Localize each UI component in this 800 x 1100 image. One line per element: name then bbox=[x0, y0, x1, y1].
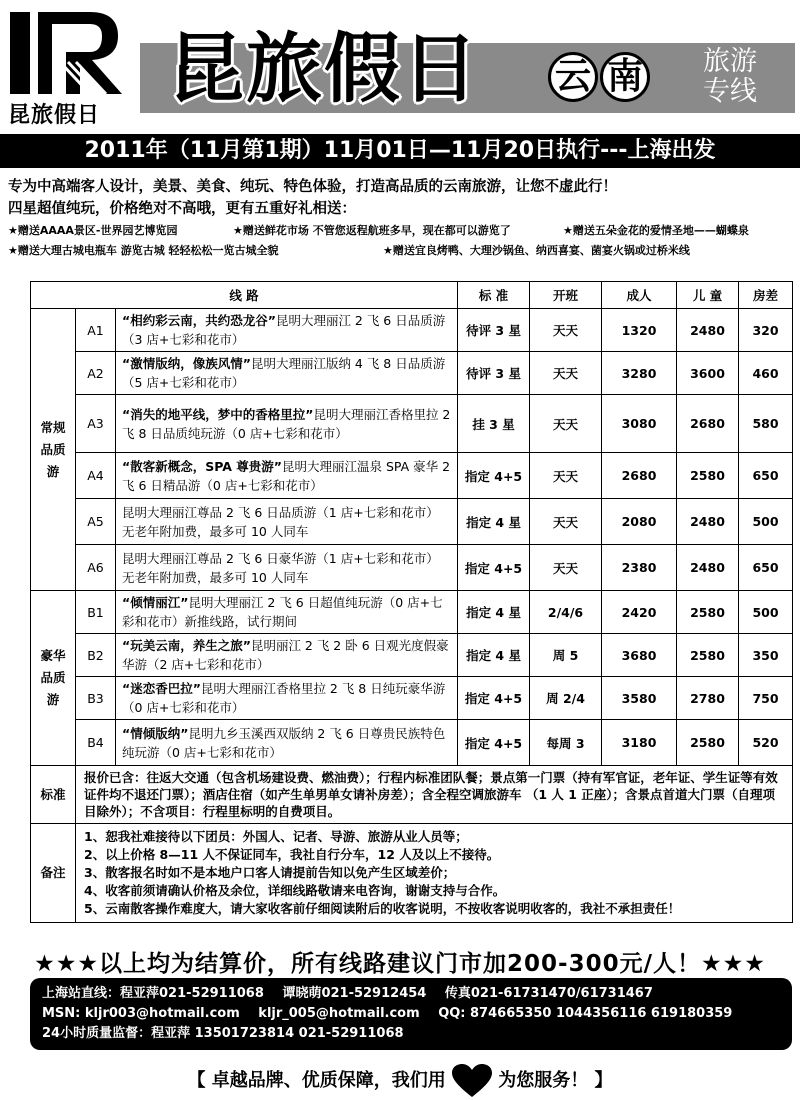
note-item: 1、恕我社难接待以下团员：外国人、记者、导游、旅游从业人员等； bbox=[84, 829, 468, 844]
adult-price: 2080 bbox=[602, 499, 677, 545]
route-description bbox=[116, 395, 458, 453]
contact-qq: QQ: 874665350 1044356116 619180359 bbox=[438, 1006, 733, 1021]
hotel-standard: 指定 4+5 bbox=[458, 453, 530, 499]
table-row bbox=[31, 634, 793, 677]
table-row bbox=[31, 352, 793, 395]
child-price: 2480 bbox=[677, 499, 739, 545]
route-detail: 昆明大理丽江尊品 2 飞 6 日豪华游（1 店+七彩和花市）无老年附加费，最多可 10 人同车 bbox=[122, 550, 439, 585]
room-difference: 650 bbox=[739, 545, 793, 591]
departure-days: 天天 bbox=[530, 395, 602, 453]
departure-days: 天天 bbox=[530, 499, 602, 545]
kunlv-logo-icon bbox=[10, 12, 122, 94]
child-price: 2580 bbox=[677, 591, 739, 634]
region-char-yun: 云 bbox=[548, 52, 598, 102]
table-row bbox=[31, 591, 793, 634]
child-price: 3600 bbox=[677, 352, 739, 395]
table-row bbox=[31, 545, 793, 591]
header-child: 儿 童 bbox=[677, 282, 739, 309]
route-code: B1 bbox=[76, 591, 116, 634]
child-price: 2580 bbox=[677, 453, 739, 499]
route-detail: 昆明九乡玉溪西双版纳 2 飞 6 日尊贵民族特色纯玩游（0 店+七彩和花市） bbox=[122, 725, 446, 760]
gift-item: ★赠送大理古城电瓶车 游览古城 轻轻松松一览古城全貌 bbox=[8, 244, 279, 257]
route-detail: 昆明大理丽江香格里拉 2 飞 8 日品质纯玩游（0 店+七彩和花市） bbox=[122, 406, 451, 441]
room-difference: 500 bbox=[739, 499, 793, 545]
departure-days: 2/4/6 bbox=[530, 591, 602, 634]
table-header-row bbox=[31, 282, 793, 309]
child-price: 2480 bbox=[677, 545, 739, 591]
hotel-standard: 指定 4+5 bbox=[458, 545, 530, 591]
table-row bbox=[31, 499, 793, 545]
hotel-standard: 指定 4 星 bbox=[458, 499, 530, 545]
route-code: A2 bbox=[76, 352, 116, 395]
child-price: 2680 bbox=[677, 395, 739, 453]
hotel-standard: 待评 3 星 bbox=[458, 352, 530, 395]
route-description bbox=[116, 677, 458, 720]
heart-icon bbox=[452, 1064, 492, 1098]
room-difference: 580 bbox=[739, 395, 793, 453]
adult-price: 3580 bbox=[602, 677, 677, 720]
standard-text: 报价已含：往返大交通（包含机场建设费、燃油费）；行程内标准团队餐；景点第一门票（持有军官证，老年证、学生证等有效证件均不退还门票）；酒店住宿（如产生单男单女请补房差）；含全程空调旅游车 （1 人 1 正座）；含景点首道大门票（自理项目除外）；不含项目：行程里标明的自费项目。 bbox=[76, 766, 793, 824]
child-price: 2780 bbox=[677, 677, 739, 720]
settlement-note: ★★★以上均为结算价，所有线路建议门市加200-300元/人！★★★ bbox=[34, 951, 766, 977]
header-departure: 开班 bbox=[530, 282, 602, 309]
adult-price: 2380 bbox=[602, 545, 677, 591]
gift-list bbox=[8, 220, 798, 260]
route-description bbox=[116, 634, 458, 677]
adult-price: 3280 bbox=[602, 352, 677, 395]
adult-price: 3180 bbox=[602, 720, 677, 766]
departure-days: 周 2/4 bbox=[530, 677, 602, 720]
header-standard: 标 准 bbox=[458, 282, 530, 309]
route-code: B4 bbox=[76, 720, 116, 766]
notes-label: 备注 bbox=[31, 824, 76, 923]
route-description bbox=[116, 453, 458, 499]
tour-line-2: 专线 bbox=[703, 76, 757, 107]
category-luxury: 豪华品质游 bbox=[31, 591, 76, 766]
hotel-standard: 指定 4+5 bbox=[458, 720, 530, 766]
slogan-after: 为您服务！ 】 bbox=[498, 1070, 613, 1091]
contact-line-2 bbox=[42, 1004, 780, 1024]
contact-direct-line: 上海站直线：程亚萍021-52911068 bbox=[42, 986, 264, 1001]
room-difference: 320 bbox=[739, 309, 793, 352]
header bbox=[0, 0, 800, 130]
route-title: “散客新概念，SPA 尊贵游” bbox=[122, 458, 282, 474]
slogan-before: 【 卓越品牌、优质保障，我们用 bbox=[187, 1070, 446, 1091]
route-code: B2 bbox=[76, 634, 116, 677]
route-title: “相约彩云南，共约恐龙谷” bbox=[122, 313, 276, 328]
region-char-nan: 南 bbox=[600, 52, 650, 102]
route-description bbox=[116, 352, 458, 395]
child-price: 2580 bbox=[677, 720, 739, 766]
note-item: 5、云南散客操作难度大，请大家收客前仔细阅读附后的收客说明，不按收客说明收客的，我社不承担责任！ bbox=[84, 901, 681, 916]
tour-line-label bbox=[680, 47, 780, 107]
header-adult: 成人 bbox=[602, 282, 677, 309]
hotel-standard: 待评 3 星 bbox=[458, 309, 530, 352]
contact-line-3 bbox=[42, 1024, 780, 1044]
route-code: A6 bbox=[76, 545, 116, 591]
route-description bbox=[116, 309, 458, 352]
departure-days: 天天 bbox=[530, 453, 602, 499]
period-bar: 2011年（11月第1期）11月01日—11月20日执行---上海出发 bbox=[0, 134, 800, 168]
standard-row bbox=[31, 766, 793, 824]
route-detail: 昆明大理丽江温泉 SPA 豪华 2 飞 6 日精品游（0 店+七彩和花市） bbox=[122, 458, 451, 493]
departure-days: 周 5 bbox=[530, 634, 602, 677]
child-price: 2480 bbox=[677, 309, 739, 352]
table-row bbox=[31, 720, 793, 766]
room-difference: 350 bbox=[739, 634, 793, 677]
route-description bbox=[116, 499, 458, 545]
adult-price: 3080 bbox=[602, 395, 677, 453]
route-title: “倾情丽江” bbox=[122, 595, 189, 610]
gift-item: ★赠送宜良烤鸭、大理沙锅鱼、纳西喜宴、菌宴火锅或过桥米线 bbox=[383, 244, 690, 257]
contact-msn-1: MSN: kljr003@hotmail.com bbox=[42, 1006, 240, 1021]
departure-days: 每周 3 bbox=[530, 720, 602, 766]
adult-price: 2420 bbox=[602, 591, 677, 634]
standard-label: 标准 bbox=[31, 766, 76, 824]
contact-box bbox=[30, 978, 792, 1050]
adult-price: 3680 bbox=[602, 634, 677, 677]
notes-row bbox=[31, 824, 793, 923]
gift-item: ★赠送AAAA景区-世界园艺博览园 bbox=[8, 224, 178, 237]
notes-list bbox=[76, 824, 793, 923]
route-code: A1 bbox=[76, 309, 116, 352]
route-title: “迷恋香巴拉” bbox=[122, 681, 201, 696]
room-difference: 500 bbox=[739, 591, 793, 634]
room-difference: 750 bbox=[739, 677, 793, 720]
route-title: “激情版纳，像族风情” bbox=[122, 356, 251, 371]
route-code: A3 bbox=[76, 395, 116, 453]
departure-days: 天天 bbox=[530, 352, 602, 395]
adult-price: 2680 bbox=[602, 453, 677, 499]
logo-text: 昆旅假日 bbox=[8, 103, 101, 128]
table-row bbox=[31, 677, 793, 720]
table-row bbox=[31, 309, 793, 352]
route-description bbox=[116, 720, 458, 766]
contact-msn-2: kljr_005@hotmail.com bbox=[258, 1006, 420, 1021]
room-difference: 520 bbox=[739, 720, 793, 766]
hotel-standard: 指定 4+5 bbox=[458, 677, 530, 720]
hotel-standard: 指定 4 星 bbox=[458, 591, 530, 634]
route-detail: 昆明大理丽江 2 飞 6 日超值纯玩游（0 店+七彩和花市）新推线路，试行期间 bbox=[122, 595, 443, 629]
route-detail: 昆明大理丽江尊品 2 飞 6 日品质游（1 店+七彩和花市）无老年附加费，最多可 10 人同车 bbox=[122, 504, 439, 539]
route-code: A5 bbox=[76, 499, 116, 545]
brand-title: 昆旅假日 bbox=[168, 24, 480, 113]
contact-supervision: 24小时质量监督：程亚萍 13501723814 021-52911068 bbox=[42, 1026, 404, 1041]
route-description bbox=[116, 545, 458, 591]
contact-line-1 bbox=[42, 984, 780, 1004]
table-row bbox=[31, 395, 793, 453]
intro-line-2: 四星超值纯玩，价格绝对不高哦，更有五重好礼相送： bbox=[8, 201, 356, 217]
hotel-standard: 指定 4 星 bbox=[458, 634, 530, 677]
slogan bbox=[0, 1064, 800, 1098]
route-table bbox=[30, 281, 793, 923]
route-title: “情倾版纳” bbox=[122, 725, 189, 741]
route-description bbox=[116, 591, 458, 634]
note-item: 4、收客前须请确认价格及余位，详细线路敬请来电咨询，谢谢支持与合作。 bbox=[84, 883, 506, 898]
table-row bbox=[31, 453, 793, 499]
route-detail: 昆明大理丽江 2 飞 6 日品质游（3 店+七彩和花市） bbox=[122, 313, 446, 347]
header-route: 线 路 bbox=[31, 282, 458, 309]
route-code: B3 bbox=[76, 677, 116, 720]
hotel-standard: 挂 3 星 bbox=[458, 395, 530, 453]
adult-price: 1320 bbox=[602, 309, 677, 352]
gift-item: ★赠送五朵金花的爱情圣地——蝴蝶泉 bbox=[563, 224, 749, 237]
room-difference: 460 bbox=[739, 352, 793, 395]
gift-item: ★赠送鲜花市场 不管您返程航班多早，现在都可以游览了 bbox=[233, 224, 511, 237]
route-title: “消失的地平线，梦中的香格里拉” bbox=[122, 406, 314, 422]
route-detail: 昆明大理丽江版纳 4 飞 8 日品质游（5 店+七彩和花市） bbox=[122, 356, 446, 390]
departure-days: 天天 bbox=[530, 545, 602, 591]
departure-days: 天天 bbox=[530, 309, 602, 352]
route-title: “玩美云南，养生之旅” bbox=[122, 638, 251, 653]
route-detail: 昆明大理丽江香格里拉 2 飞 8 日纯玩豪华游（0 店+七彩和花市） bbox=[122, 681, 446, 715]
intro-line-1: 专为中高端客人设计，美景、美食、纯玩、特色体验，打造高品质的云南旅游，让您不虚此行！ bbox=[8, 179, 617, 195]
tour-line-1: 旅游 bbox=[703, 46, 757, 77]
contact-phone-2: 谭晓萌021-52912454 bbox=[282, 986, 427, 1001]
child-price: 2580 bbox=[677, 634, 739, 677]
header-room: 房差 bbox=[739, 282, 793, 309]
route-code: A4 bbox=[76, 453, 116, 499]
room-difference: 650 bbox=[739, 453, 793, 499]
note-item: 2、以上价格 8—11 人不保证同车，我社自行分车，12 人及以上不接待。 bbox=[84, 847, 500, 862]
note-item: 3、散客报名时如不是本地户口客人请提前告知以免产生区域差价； bbox=[84, 865, 456, 880]
route-detail: 昆明丽江 2 飞 2 卧 6 日观光度假豪华游（2 店+七彩和花市） bbox=[122, 638, 449, 672]
category-regular: 常规品质游 bbox=[31, 309, 76, 591]
intro bbox=[8, 176, 798, 260]
contact-fax: 传真021-61731470/61731467 bbox=[444, 986, 653, 1001]
